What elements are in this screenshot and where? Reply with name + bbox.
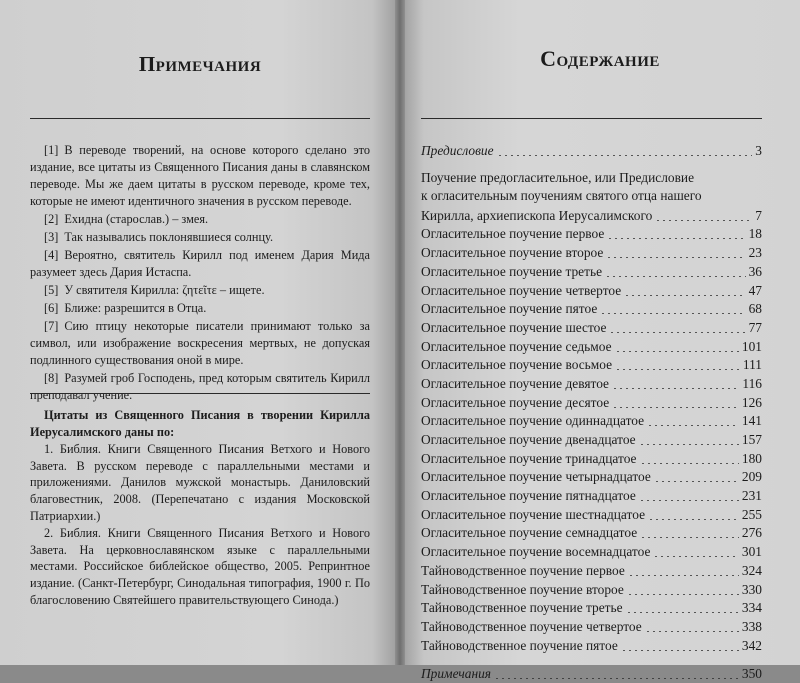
toc-leader <box>653 556 738 557</box>
toc-page-number: 36 <box>748 263 762 279</box>
toc-label: Тайноводственное поучение пятое <box>421 637 618 653</box>
toc-page-number: 231 <box>741 488 762 504</box>
toc-page-number: 18 <box>748 226 762 242</box>
toc-page-number: 77 <box>748 319 762 335</box>
toc-page-number: 68 <box>748 301 762 317</box>
toc-leader <box>639 444 739 445</box>
toc-page-number: 324 <box>741 562 762 578</box>
toc-entry <box>421 374 762 393</box>
toc-entry <box>421 262 762 281</box>
section-divider <box>30 393 370 394</box>
toc-leader <box>615 351 739 352</box>
toc-leader <box>639 500 739 501</box>
sources-section <box>30 407 370 609</box>
toc-label: Тайноводственное поучение третье <box>421 600 623 616</box>
toc-entry <box>421 243 762 262</box>
toc-page-number: 47 <box>748 282 762 298</box>
toc-entries <box>421 225 762 655</box>
toc-label: Предисловие <box>421 142 494 158</box>
note-item <box>30 247 370 281</box>
toc-label: Огласительное поучение семнадцатое <box>421 525 638 541</box>
toc-leader <box>640 537 739 538</box>
toc-leader <box>609 332 745 333</box>
toc-entry-preface <box>421 141 762 160</box>
source-item: 1. Библия. Книги Священного Писания Ветхого и Нового Завета. В русском переводе с параллельными местами и приложениями. Данилов мужской монастырь. Даниловский благовестник, 2008. (Перепечатано с издания Московской Патриархии.) <box>30 442 370 523</box>
toc-leader <box>655 220 752 221</box>
note-item <box>30 370 370 404</box>
title-rule-right <box>421 118 762 119</box>
note-number: [1] <box>44 143 59 157</box>
note-number: [4] <box>44 248 59 262</box>
note-item <box>30 300 370 317</box>
note-item <box>30 211 370 228</box>
toc-leader <box>647 425 739 426</box>
book-gutter <box>395 0 405 665</box>
toc-label-line: Кирилла, архиепископа Иерусалимского <box>421 207 653 223</box>
toc-label: Огласительное поучение четвертое <box>421 282 622 298</box>
toc-leader <box>627 594 739 595</box>
toc-label: Огласительное поучение первое <box>421 226 605 242</box>
toc-label: Огласительное поучение двенадцатое <box>421 432 636 447</box>
toc-label: Огласительное поучение восьмое <box>421 357 613 373</box>
toc-page-number: 3 <box>755 142 762 158</box>
title-rule-left <box>30 118 370 119</box>
toc-page-number: 111 <box>742 357 762 373</box>
toc-label: Примечания <box>421 666 492 682</box>
notes-list <box>30 142 370 405</box>
toc-page-number: 101 <box>741 338 762 354</box>
toc-entry <box>421 430 762 449</box>
toc-entry <box>421 337 762 356</box>
toc-entry <box>421 281 762 300</box>
toc-label: Огласительное поучение седьмое <box>421 338 612 354</box>
toc-entry <box>421 561 762 580</box>
toc-entry <box>421 617 762 636</box>
toc-label: Огласительное поучение тринадцатое <box>421 450 637 466</box>
note-text: Ехидна (старослав.) – змея. <box>64 212 209 226</box>
note-number: [6] <box>44 301 59 315</box>
toc-leader <box>615 369 740 370</box>
toc-entry <box>421 468 762 487</box>
toc-page-number: 209 <box>741 469 762 485</box>
note-text: В переводе творений, на основе которого сделано это издание, все цитаты из Священного Писания даны в славянском переводе. Мы же даем цитаты в русском переводе, кроме тех, которые не имеют идентичного значения в русском переводе. <box>30 143 370 208</box>
toc-label: Огласительное поучение пятнадцатое <box>421 488 636 504</box>
note-number: [2] <box>44 212 59 226</box>
note-number: [7] <box>44 319 59 333</box>
toc-page-number: 126 <box>741 394 762 410</box>
toc-entry <box>421 599 762 618</box>
toc-entry <box>421 318 762 337</box>
notes-title: Примечания <box>138 52 262 76</box>
toc-leader <box>612 388 739 389</box>
toc-leader <box>626 612 739 613</box>
toc-entry <box>421 412 762 431</box>
toc-label: Огласительное поучение третье <box>421 263 603 279</box>
note-number: [3] <box>44 230 59 244</box>
toc-leader <box>497 155 753 156</box>
toc-leader <box>628 575 739 576</box>
toc-label: Огласительное поучение шестое <box>421 319 607 335</box>
toc-leader <box>605 276 746 277</box>
toc-leader <box>624 295 745 296</box>
toc-entry <box>421 636 762 655</box>
toc-label: Огласительное поучение одиннадцатое <box>421 413 645 429</box>
toc-entry <box>421 524 762 543</box>
toc-page-number: 23 <box>748 245 762 261</box>
toc-label: Тайноводственное поучение четвертое <box>421 618 642 634</box>
toc-entry-intro <box>421 169 762 225</box>
toc-leader <box>612 407 739 408</box>
toc-leader <box>621 650 739 651</box>
toc-page-number: 255 <box>741 506 762 522</box>
note-number: [5] <box>44 283 59 297</box>
toc-page-number: 350 <box>741 666 762 682</box>
note-item <box>30 142 370 210</box>
toc-page-number: 338 <box>741 618 762 634</box>
note-item <box>30 318 370 369</box>
toc-label: Огласительное поучение пятое <box>421 301 598 317</box>
source-item: 2. Библия. Книги Священного Писания Ветхого и Нового Завета. На церковнославянском языке с параллельными местами. Российское библейское общество, 2005. Репринтное издание. (Санкт-Петербург, Синодальная типография, 1900 г. По благословению Святейшего правительствующего Синода.) <box>30 526 370 607</box>
toc-page-number: 157 <box>741 432 762 447</box>
toc-page-number: 342 <box>741 637 762 653</box>
toc-label: Огласительное поучение четырнадцатое <box>421 469 651 485</box>
toc-entry <box>421 449 762 468</box>
toc-leader <box>648 519 739 520</box>
sources-heading: Цитаты из Священного Писания в творении Кирилла Иерусалимского даны по: <box>30 408 370 439</box>
toc-page-number: 276 <box>741 525 762 541</box>
toc-entry <box>421 356 762 375</box>
toc-page-number: 334 <box>741 600 762 616</box>
left-page <box>0 0 400 665</box>
toc-leader <box>654 481 739 482</box>
toc-leader <box>494 678 739 679</box>
toc-page-number: 116 <box>742 375 762 391</box>
toc-entry <box>421 486 762 505</box>
toc-leader <box>600 313 745 314</box>
toc-label-line: Поучение предогласительное, или Предисловие <box>421 169 695 185</box>
note-text: Вероятно, святитель Кирилл под именем Дария Мида разумеет здесь Дария Истаспа. <box>30 248 370 279</box>
toc-label: Огласительное поучение второе <box>421 245 604 261</box>
note-number: [8] <box>44 371 59 385</box>
note-item <box>30 282 370 299</box>
toc-leader <box>606 257 745 258</box>
toc-entry <box>421 393 762 412</box>
note-text: Ближе: разрешится в Отца. <box>64 301 207 315</box>
contents-title: Содержание <box>540 46 660 71</box>
toc-entry <box>421 505 762 524</box>
toc-page-number: 180 <box>741 450 762 466</box>
toc-page-number: 330 <box>741 581 762 597</box>
toc-leader <box>640 463 739 464</box>
note-text: У святителя Кирилла: ζητεῖτε – ищете. <box>64 283 265 297</box>
note-text: Сию птицу некоторые писатели принимают только за символ, или изображение воскресения мертвых, не допуская подлинного существования оной в мире. <box>30 319 370 367</box>
toc-entry-notes <box>421 665 762 683</box>
toc-label: Огласительное поучение шестнадцатое <box>421 506 646 522</box>
toc-entry <box>421 542 762 561</box>
table-of-contents <box>421 141 762 683</box>
toc-label: Огласительное поучение восемнадцатое <box>421 544 651 560</box>
toc-leader <box>607 238 745 239</box>
toc-label: Огласительное поучение девятое <box>421 375 610 391</box>
note-text: Разумей гроб Господень, пред которым святитель Кирилл преподавал учение. <box>30 371 370 402</box>
toc-label: Тайноводственное поучение первое <box>421 562 625 578</box>
toc-page-number: 7 <box>755 207 762 223</box>
toc-entry <box>421 225 762 244</box>
toc-entry <box>421 580 762 599</box>
toc-label: Огласительное поучение десятое <box>421 394 610 410</box>
toc-entry <box>421 300 762 319</box>
toc-leader <box>645 631 739 632</box>
note-text: Так назывались поклонявшиеся солнцу. <box>64 230 274 244</box>
note-item <box>30 229 370 246</box>
toc-label: Тайноводственное поучение второе <box>421 581 624 597</box>
toc-label-line: к огласительным поучениям святого отца нашего <box>421 188 702 204</box>
toc-page-number: 141 <box>741 413 762 429</box>
toc-page-number: 301 <box>741 544 762 560</box>
